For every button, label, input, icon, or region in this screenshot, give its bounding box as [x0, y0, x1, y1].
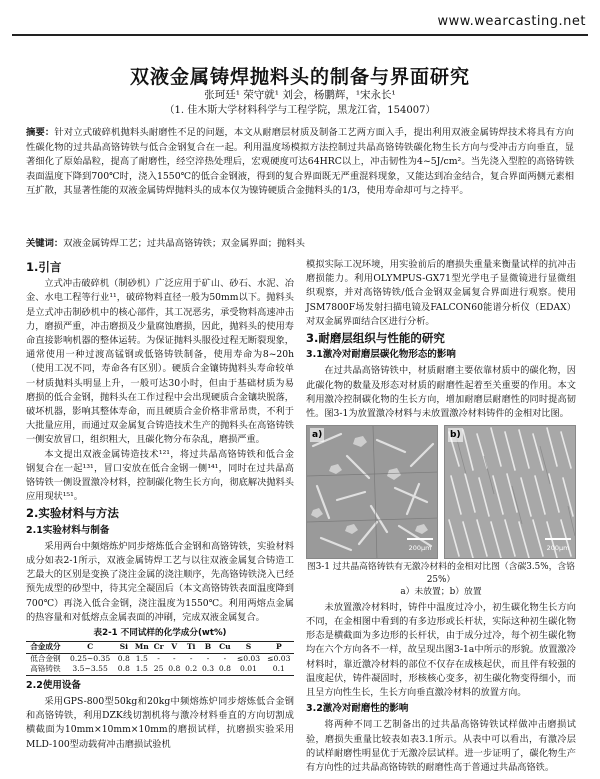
table-cell: 1.5: [135, 664, 148, 674]
table-cell: -: [172, 653, 176, 663]
section-3-1-paragraph-2: 未放置激冷材料时，铸件中温度过冷小，初生碳化物生长方向不同，在金相图中看到的有多边形或长杆状，实际这种初生碳化物形态是横截面为多边形的长杆状，由于成分过冷，每个初生碳化物均在六个方向各不一样，故呈现出图3-1a中所示的形貌。放置激冷材料时，靠近激冷材料的部位不仅存在成核起伏，而且伴有较强的温度起伏，铸件凝固时，形核核心变多，初生碳化物变得细小，而且呈方向性生长，生长方向垂直激冷材料的放置方向。: [306, 601, 576, 698]
figure-caption-line-1: 图3-1 过共晶高铬铸铁有无激冷材料的金相对比图（含碳3.5%，含铬25%）: [306, 562, 576, 585]
table-cell: 0.2: [185, 664, 198, 674]
keywords-text: 双液金属铸焊工艺；过共晶高铬铸铁；双金属界面；抛料头: [63, 238, 305, 249]
micrograph-figure: [306, 425, 576, 559]
table-cell: -: [206, 653, 210, 663]
table-header-row: [26, 642, 294, 654]
section-2-2-paragraph: 采用GPS-800型50kg和20kg中频熔炼炉同步熔炼低合金钢和高铬铸铁，利用DZK线切割机将与激冷材料垂直的方向切割成横截面为10mm×10mm×10mm的磨损试样，抗磨损实验采用MLD-100型动载荷冲击磨损试验机: [26, 695, 294, 750]
section-2-title: 2.实验材料与方法: [26, 506, 119, 521]
table-header-cell: Cu: [219, 642, 231, 652]
table-cell: 低合金钢: [30, 653, 61, 663]
table-header-cell: Cr: [153, 642, 164, 652]
table-cell: 3.5~3.55: [72, 664, 108, 674]
scale-bar-b-line: [545, 538, 571, 540]
section-3-2-paragraph: 将两种不同工艺制备出的过共晶高铬铸铁试样做冲击磨损试验，磨损失重量比较表如表3.1所示。从表中可以看出，有激冷层的试样耐磨性明显优于无激冷层试样。进一步证明了，碳化物生产有方向性的过共晶高铬铸铁的耐磨性高于普通过共晶高铬铁。: [306, 719, 576, 773]
section-2-2-title: 2.2使用设备: [26, 679, 81, 691]
table-cell: ≤0.03: [236, 653, 261, 663]
right-column: [306, 258, 576, 775]
table-header-cell: B: [204, 642, 212, 652]
panel-b-label: b): [448, 428, 463, 442]
table-header-cell: Mn: [134, 642, 149, 652]
scale-bar-b: [545, 538, 571, 555]
site-url: www.wearcasting.net: [437, 14, 586, 29]
table-cell: 高铬铸铁: [30, 664, 61, 674]
table-header-cell: V: [171, 642, 178, 652]
table-cell: 0.01: [240, 664, 257, 674]
scale-bar-b-text: 200μm: [546, 544, 570, 553]
table-cell: ≤0.03: [267, 653, 291, 663]
section-1-paragraph-1: 立式冲击破碎机（制砂机）广泛应用于矿山、砂石、水泥、冶金、水电工程等行业¹¹，破碎物料直径一般为50mm以下。抛料头是立式冲击制砂机中的核心部件，其工况恶劣，承受物料高速冲击力，磨损严重，冲击磨损及少量腐蚀磨损，因此，抛料头的使用寿命直接影响机器的整体运转。为保证抛料头服役过程无断裂现象，通常使用一种过渡高锰钢或低铬铸铁制备，使用寿命为8~20h（使用工况不同，寿命各有区别）。硬质合金镶铸抛料头寿命较单一材质抛料头明显上升，一般可达30小时，但由于基础材质为易磨损的低合金钢，抛料头在工作过程中会出现硬质合金镶块脱落，破坏机器，影响其整体寿命，而且硬质合金价格非常昂贵，不利于大批量应用，而通过双金属复合铸造技术生产的抛料头在高铬铸铁一侧安放冒口，组织粗大，且碳化物分布杂乱，磨损严重。: [26, 278, 294, 446]
table-cell: 0.8: [218, 664, 231, 674]
section-1-title: 1.引言: [26, 260, 62, 274]
table-cell: -: [157, 653, 160, 663]
abstract-label: 摘要：: [26, 127, 55, 138]
figure-caption-line-2: a）未放置；b）放置: [400, 587, 482, 598]
table-header-cell: 合金成分: [30, 642, 61, 652]
table-cell: -: [189, 653, 193, 663]
table-cell: -: [223, 653, 227, 663]
abstract: [26, 126, 574, 199]
paper-title: 双液金属铸焊抛料头的制备与界面研究: [129, 66, 470, 88]
table-cell: 25: [153, 664, 164, 674]
figure-caption: [306, 561, 576, 599]
authors: 张珂廷¹ 荣守就¹ 刘会，杨鹏辉，¹宋永长¹: [204, 89, 396, 101]
table-cell: 1.5: [135, 653, 148, 663]
table-cell: 0.3: [201, 664, 215, 674]
table-cell: 0.1: [272, 664, 285, 674]
section-2-1-title: 2.1实验材料与制备: [26, 524, 110, 536]
affiliation: （1. 佳木斯大学材料科学与工程学院，黑龙江省，154007）: [164, 105, 436, 116]
section-3-1-title: 3.1激冷对耐磨层碳化物形态的影响: [306, 349, 456, 361]
abstract-text: 针对立式破碎机抛料头耐磨性不足的问题，本文从耐磨层材质及制备工艺两方面入手，提出利用双液金属铸焊技术将具有方向性碳化物的过共晶高铬铸铁与低合金钢复合在一起。利用温度场模拟方法控制过共晶高铬铸铁碳化物生长方向与受冲击方向垂直，显著细化了原始晶粒，提高了耐磨性，经空淬热处理后，宏观硬度可达64HRC以上，冲击韧性为4~5J/cm²。当先浇入型腔的高铬铸铁表面温度下降到700℃时，浇入1550℃的低合金钢液，得到的复合界面既无严重混料现象，又能达到冶金结合，复合界面两侧元素相互扩散，其显著性能的双液金属铸焊抛料头的成本仅为镍铸硬质合金抛料头的1/3，使用寿命却可与之持平。: [26, 127, 574, 197]
section-3-title: 3.耐磨层组织与性能的研究: [306, 331, 445, 346]
panel-a-label: a): [310, 428, 324, 442]
table-row: [26, 653, 294, 664]
scale-bar-a-text: 200μm: [408, 544, 432, 553]
section-2-1-paragraph: 采用两台中频熔炼炉同步熔炼低合金钢和高铬铸铁，实验材料成分如表2-1所示，双液金属铸焊工艺与以往双液金属复合铸造工艺最大的区别是变换了浇注金属的浇注顺序，先高铬铸铁浇入已经预先成型的砂型中，待其完全凝固后（本文高铬铸铁表面温度降到700℃）再浇入低合金钢，浇注温度为1550℃。利用两熔点金属的热容量和对低熔点金属表面的冲刷，完成双液金属复合。: [26, 540, 294, 623]
scale-bar-a-line: [407, 538, 433, 540]
left-column: [26, 258, 294, 752]
micrograph-panel-a: [306, 425, 438, 559]
table-header-cell: Si: [119, 642, 129, 652]
header-rule: [12, 34, 588, 36]
table-header-cell: Ti: [186, 642, 196, 652]
keywords: [26, 237, 574, 251]
section-3-2-title: 3.2激冷对耐磨性的影响: [306, 703, 409, 715]
right-top-paragraph: 模拟实际工况环境，用实验前后的磨损失重量来衡量试样的抗冲击磨损能力。利用OLYMPUS-GX71型光学电子显微镜进行显微组织观察，并对高铬铸铁/低合金钢双金属复合界面进行观察。使用JSM7800F场发射扫描电镜及FALCON60能谱分析仪（EDAX）对双金属界面结合区进行分析。: [306, 259, 576, 327]
table-header-cell: P: [275, 642, 282, 652]
table-cell: 0.8: [117, 664, 130, 674]
section-1-paragraph-2: 本文提出双液金属铸造技术¹²¹，将过共晶高铬铸铁和低合金钢复合在一起¹³¹，冒口安放在低合金钢一侧¹⁴¹，同时在过共晶高铬铸铁一侧设置激冷材料，控制碳化物生长方向，彻底解决抛料头应用现状¹⁵¹。: [26, 448, 294, 503]
scale-bar-a: [407, 538, 433, 555]
table-cell: 0.8: [117, 653, 130, 663]
table-cell: 0.8: [168, 664, 181, 674]
table-row: [26, 664, 294, 675]
table-cell: 0.25~0.35: [70, 653, 111, 663]
section-3-1-paragraph-1: 在过共晶高铬铸铁中，材质耐磨主要依靠材质中的碳化物，因此碳化物的数量及形态对材质的耐磨性起着至关重要的作用。本文利用激冷控制碳化物的生长方向，增加耐磨层耐磨性的同时提高韧性。图3-1为放置激冷材料与未放置激冷材料铸件的金相对比图。: [306, 365, 576, 420]
keywords-label: 关键词：: [26, 238, 64, 249]
table-header-cell: S: [245, 642, 252, 652]
table-header-cell: C: [87, 642, 94, 652]
table-caption: 表2-1 不同试样的化学成分(wt%): [93, 628, 227, 639]
composition-table: [26, 641, 294, 676]
micrograph-panel-b: [444, 425, 576, 559]
